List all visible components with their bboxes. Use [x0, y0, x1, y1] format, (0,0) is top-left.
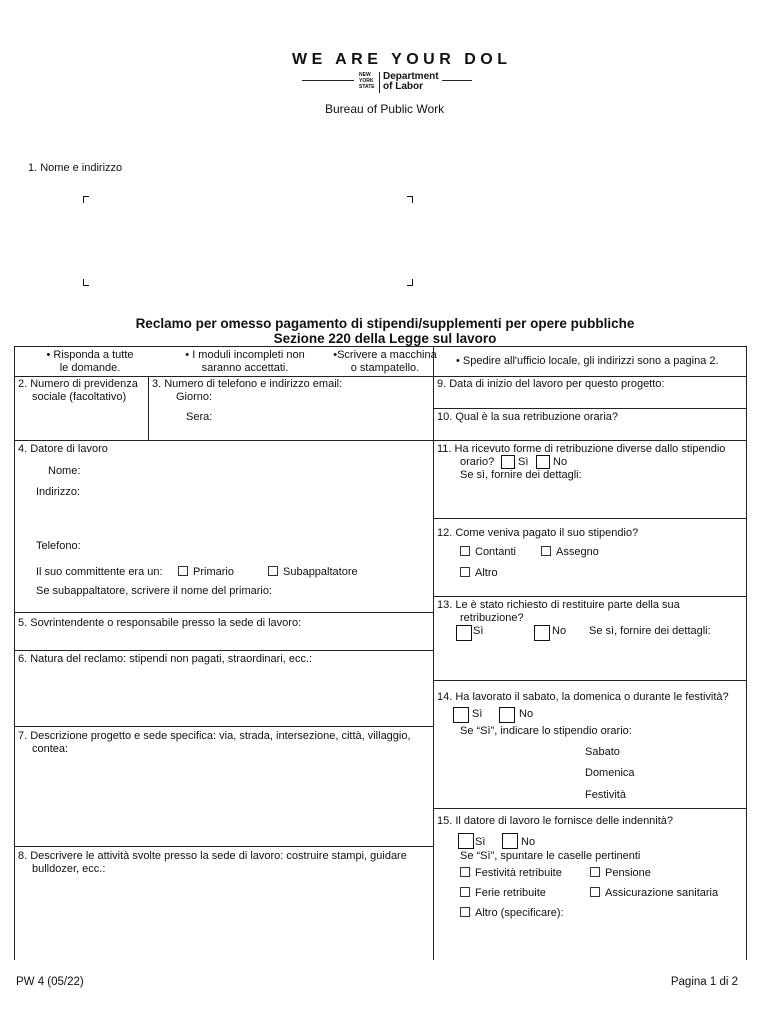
- employer-address-field[interactable]: [90, 483, 428, 527]
- sunday-label: Domenica: [585, 767, 635, 779]
- payment-method-label: 12. Come veniva pagato il suo stipendio?: [437, 527, 639, 539]
- wage-return-details-label: Se sì, fornire dei dettagli:: [589, 625, 711, 637]
- employer-address-label: Indirizzo:: [36, 486, 81, 498]
- pension-text: Pensione: [605, 867, 651, 879]
- other-payment-checkbox[interactable]: [460, 567, 470, 577]
- slogan: WE ARE YOUR DOL: [292, 51, 512, 68]
- other-compensation-yes-label: Sì: [518, 456, 529, 468]
- benefits-no-checkbox[interactable]: [502, 833, 518, 849]
- weekend-work-label: 14. Ha lavorato il sabato, la domenica o durante le festività?: [437, 691, 729, 703]
- employer-name-label: Nome:: [48, 465, 81, 477]
- work-activities-label: 8. Descrivere le attività svolte presso la sede di lavoro: costruire stampi, guidare: [18, 850, 407, 862]
- project-description-label: 7. Descrizione progetto e sede specifica: via, strada, intersezione, città, villaggio,: [18, 730, 411, 742]
- other-compensation-label: 11. Ha ricevuto forme di retribuzione diverse dallo stipendio: [437, 443, 726, 455]
- primary-contractor-option[interactable]: [178, 566, 234, 579]
- dol-logo: [302, 72, 472, 94]
- other-compensation-details-label: Se sì, fornire dei dettagli:: [460, 469, 582, 481]
- contractor-type-label: Il suo committente era un:: [36, 566, 163, 578]
- project-description-label-2: contea:: [32, 743, 69, 755]
- complaint-nature-label: 6. Natura del reclamo: stipendi non pagati, straordinari, ecc.:: [18, 653, 313, 665]
- primary-contractor-text: Primario: [193, 566, 234, 578]
- phone-email-field[interactable]: [220, 390, 430, 438]
- start-date-field[interactable]: [434, 392, 745, 407]
- paid-holidays-checkbox[interactable]: [460, 867, 470, 877]
- instruction-answer-all: • Risponda a tutte: [46, 349, 134, 361]
- department-name: Department of Labor: [383, 71, 439, 92]
- employer-label: 4. Datore di lavoro: [18, 443, 108, 455]
- wage-return-yes-checkbox[interactable]: [456, 625, 472, 641]
- work-activities-field[interactable]: [15, 878, 432, 958]
- cash-option[interactable]: [460, 546, 516, 559]
- other-benefit-field[interactable]: [570, 905, 744, 920]
- check-text: Assegno: [556, 546, 599, 558]
- other-benefit-option[interactable]: [460, 907, 564, 920]
- other-compensation-no-checkbox[interactable]: [536, 455, 550, 469]
- benefits-note: Se “Sì”, spuntare le caselle pertinenti: [460, 850, 641, 862]
- instruction-answer-all-2: le domande.: [59, 362, 121, 374]
- evening-phone-label: Sera:: [186, 411, 213, 423]
- weekend-work-yes-checkbox[interactable]: [453, 707, 469, 723]
- weekend-work-no-label: No: [519, 708, 534, 720]
- supervisor-label: 5. Sovrintendente o responsabile presso la sede di lavoro:: [18, 617, 302, 629]
- instruction-mail: • Spedire all'ufficio locale, gli indirizzi sono a pagina 2.: [456, 355, 719, 367]
- name-address-label: 1. Nome e indirizzo: [28, 162, 123, 174]
- other-compensation-no-label: No: [553, 456, 568, 468]
- employer-phone-label: Telefono:: [36, 540, 81, 552]
- page-number: Pagina 1 di 2: [670, 976, 738, 988]
- ssn-label-2: sociale (facoltativo): [32, 391, 127, 403]
- cash-text: Contanti: [475, 546, 516, 558]
- saturday-label: Sabato: [585, 746, 620, 758]
- subcontractor-text: Subappaltatore: [283, 566, 358, 578]
- holiday-label: Festività: [585, 789, 626, 801]
- subcontractor-note: Se subappaltatore, scrivere il nome del primario:: [36, 585, 273, 597]
- cash-checkbox[interactable]: [460, 546, 470, 556]
- phone-email-label: 3. Numero di telefono e indirizzo email:: [152, 378, 343, 390]
- other-compensation-label-2: orario?: [460, 456, 495, 468]
- wage-return-yes-label: Sì: [473, 625, 484, 637]
- ssn-field[interactable]: [15, 404, 147, 439]
- other-payment-text: Altro: [475, 567, 498, 579]
- start-date-label: 9. Data di inizio del lavoro per questo progetto:: [437, 378, 665, 390]
- wage-return-label: 13. Le è stato richiesto di restituire parte della sua: [437, 599, 680, 611]
- other-benefit-text: Altro (specificare):: [475, 907, 564, 919]
- hourly-wage-field[interactable]: [434, 425, 745, 439]
- check-checkbox[interactable]: [541, 546, 551, 556]
- paid-vacation-text: Ferie retribuite: [475, 887, 546, 899]
- benefits-label: 15. Il datore di lavoro le fornisce delle indennità?: [437, 815, 674, 827]
- other-compensation-details-field[interactable]: [434, 484, 745, 517]
- benefits-yes-label: Sì: [475, 836, 486, 848]
- employer-phone-field[interactable]: [90, 537, 428, 553]
- weekend-wage-note: Se “Sì”, indicare lo stipendio orario:: [460, 725, 632, 737]
- weekend-work-no-checkbox[interactable]: [499, 707, 515, 723]
- day-phone-label: Giorno:: [176, 391, 213, 403]
- state-wordmark: NEW YORK STATE: [359, 72, 375, 90]
- paid-vacation-option[interactable]: [460, 887, 546, 900]
- instruction-typewrite-2: o stampatello.: [350, 362, 420, 374]
- form-title: Reclamo per omesso pagamento di stipendi/supplementi per opere pubbliche: [135, 316, 635, 331]
- form-id: PW 4 (05/22): [16, 976, 84, 988]
- health-insurance-option[interactable]: [590, 887, 718, 900]
- subcontractor-option[interactable]: [268, 566, 358, 579]
- instruction-incomplete-2: saranno accettati.: [201, 362, 289, 374]
- benefits-yes-checkbox[interactable]: [458, 833, 474, 849]
- other-payment-option[interactable]: [460, 567, 498, 580]
- hourly-wage-label: 10. Qual è la sua retribuzione oraria?: [437, 411, 618, 423]
- work-activities-label-2: bulldozer, ecc.:: [32, 863, 106, 875]
- pension-option[interactable]: [590, 867, 651, 880]
- form-subtitle: Sezione 220 della Legge sul lavoro: [273, 331, 497, 346]
- wage-return-details-field[interactable]: [434, 645, 745, 679]
- paid-holidays-option[interactable]: [460, 867, 562, 880]
- health-insurance-checkbox[interactable]: [590, 887, 600, 897]
- wage-return-label-2: retribuzione?: [460, 612, 524, 624]
- supervisor-field[interactable]: [15, 631, 432, 649]
- paid-holidays-text: Festività retribuite: [475, 867, 562, 879]
- project-description-field[interactable]: [15, 758, 432, 845]
- bureau-name: Bureau of Public Work: [325, 102, 445, 116]
- benefits-no-label: No: [521, 836, 536, 848]
- address-window[interactable]: [83, 196, 413, 286]
- instruction-incomplete: • I moduli incompleti non: [185, 349, 305, 361]
- weekend-work-yes-label: Sì: [472, 708, 483, 720]
- subcontractor-checkbox[interactable]: [268, 566, 278, 576]
- wage-return-no-label: No: [552, 625, 567, 637]
- check-option[interactable]: [541, 546, 599, 559]
- complaint-nature-field[interactable]: [15, 667, 432, 725]
- other-compensation-yes-checkbox[interactable]: [501, 455, 515, 469]
- instruction-typewrite: •Scrivere a macchina: [333, 349, 437, 361]
- other-benefit-checkbox[interactable]: [460, 907, 470, 917]
- primary-contractor-name-field[interactable]: [280, 582, 428, 598]
- primary-contractor-checkbox[interactable]: [178, 566, 188, 576]
- paid-vacation-checkbox[interactable]: [460, 887, 470, 897]
- ssn-label: 2. Numero di previdenza: [18, 378, 138, 390]
- employer-name-field[interactable]: [90, 462, 428, 478]
- wage-return-no-checkbox[interactable]: [534, 625, 550, 641]
- pension-checkbox[interactable]: [590, 867, 600, 877]
- health-insurance-text: Assicurazione sanitaria: [605, 887, 719, 899]
